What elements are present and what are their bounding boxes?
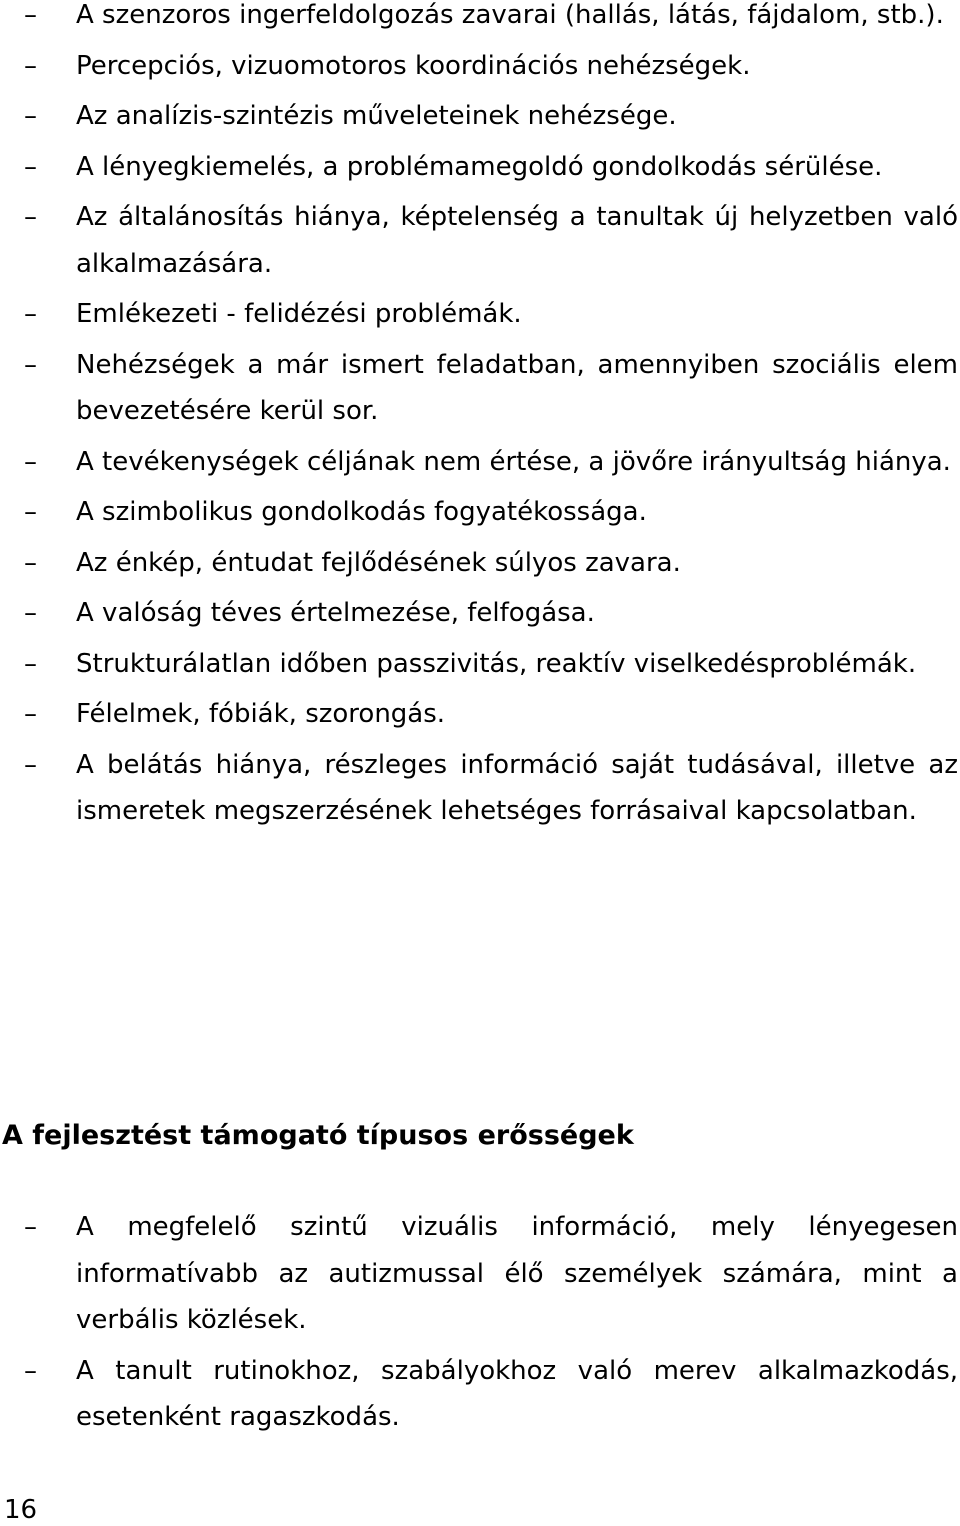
list-item-text: A tanult rutinokhoz, szabályokhoz való merev alkalmazkodás, esetenként ragaszkodás. <box>76 1355 958 1432</box>
list-item <box>0 1204 958 1344</box>
page-number: 16 <box>4 1495 38 1525</box>
list-item-text: Percepciós, vizuomotoros koordinációs nehézségek. <box>76 50 751 81</box>
strengths-list <box>0 1204 958 1445</box>
list-item <box>0 691 958 738</box>
list-item-text: Félelmek, fóbiák, szorongás. <box>76 699 446 729</box>
bullet-dash: – <box>24 446 37 477</box>
list-item-text: A valóság téves értelmezése, felfogása. <box>76 598 595 628</box>
list-item <box>0 590 958 637</box>
list-item <box>0 439 958 486</box>
list-item <box>0 194 958 287</box>
list-item-text: A szenzoros ingerfeldolgozás zavarai (hallás, látás, fájdalom, stb.). <box>76 0 944 30</box>
list-item <box>0 489 958 536</box>
list-item-text: A megfelelő szintű vizuális információ, mely lényegesen informatívabb az autizmussal élő személyek számára, mint a verbális közlések. <box>76 1212 958 1335</box>
list-item <box>0 342 958 435</box>
list-item <box>0 144 958 191</box>
section-heading: A fejlesztést támogató típusos erősségek <box>2 1120 634 1151</box>
list-item <box>0 1348 958 1441</box>
list-item-text: Az analízis-szintézis műveleteinek nehézsége. <box>76 101 677 131</box>
bullet-dash: – <box>24 349 37 380</box>
list-item-text: Az általánosítás hiánya, képtelenség a tanultak új helyzetben való alkalmazására. <box>76 202 958 279</box>
list-item-text: Az énkép, éntudat fejlődésének súlyos zavara. <box>76 547 681 578</box>
list-item <box>0 43 958 90</box>
bullet-dash: – <box>24 1355 37 1386</box>
bullet-dash: – <box>24 202 37 232</box>
list-item-text: A lényegkiemelés, a problémamegoldó gondolkodás sérülése. <box>76 151 883 182</box>
list-item <box>0 742 958 835</box>
bullet-dash: – <box>24 151 37 182</box>
bullet-dash: – <box>24 101 37 131</box>
bullet-dash: – <box>24 299 37 329</box>
list-item-text: A belátás hiánya, részleges információ saját tudásával, illetve az ismeretek megszerzésének lehetséges forrásaival kapcsolatban. <box>76 749 958 826</box>
list-item <box>0 93 958 140</box>
list-item <box>0 291 958 338</box>
list-item <box>0 641 958 688</box>
bullet-dash: – <box>24 547 37 578</box>
bullet-dash: – <box>24 50 37 81</box>
bullet-dash: – <box>24 1212 37 1242</box>
list-item-text: Strukturálatlan időben passzivitás, reaktív viselkedésproblémák. <box>76 648 917 679</box>
list-item-text: Emlékezeti - felidézési problémák. <box>76 299 522 329</box>
bullet-dash: – <box>24 749 37 780</box>
list-item <box>0 540 958 587</box>
list-item-text: Nehézségek a már ismert feladatban, amennyiben szociális elem bevezetésére kerül sor. <box>76 349 958 426</box>
bullet-dash: – <box>24 648 37 679</box>
bullet-dash: – <box>24 598 37 628</box>
list-item-text: A tevékenységek céljának nem értése, a jövőre irányultság hiánya. <box>76 446 951 477</box>
bullet-dash: – <box>24 497 37 527</box>
bullet-dash: – <box>24 0 37 30</box>
list-item-text: A szimbolikus gondolkodás fogyatékossága. <box>76 497 647 527</box>
bullet-dash: – <box>24 699 37 729</box>
list-item <box>0 0 958 39</box>
